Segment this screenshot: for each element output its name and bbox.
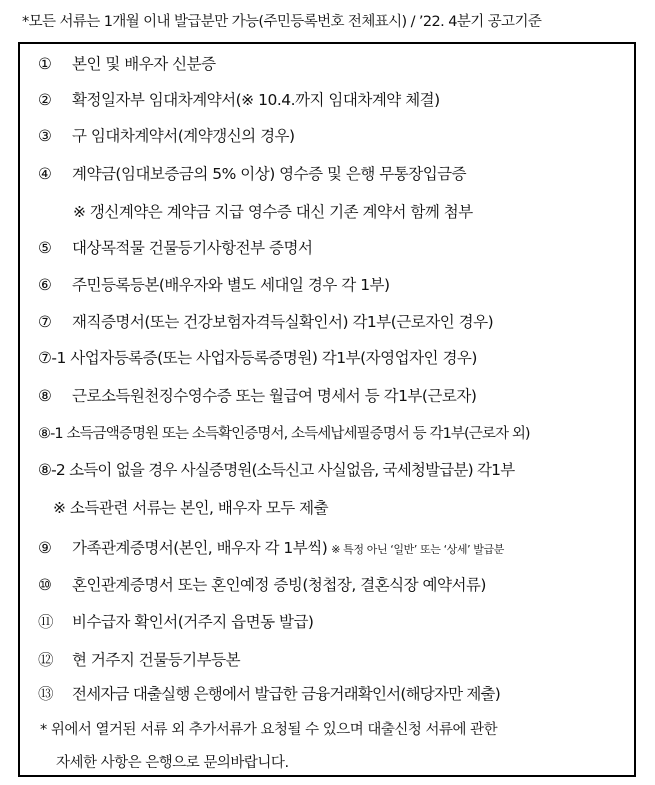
item-text: 확정일자부 임대차계약서(※ 10.4.까지 임대차계약 체결) — [72, 91, 440, 109]
item-text: 주민등록등본(배우자와 별도 세대일 경우 각 1부) — [72, 276, 390, 294]
item-text: 전세자금 대출실행 은행에서 발급한 금융거래확인서(해당자만 제출) — [72, 685, 500, 703]
item-number: ⑨ — [38, 539, 52, 557]
item-number: ② — [38, 91, 52, 109]
item-number: ⑦ — [38, 313, 52, 331]
item-text: 재직증명서(또는 건강보험자격득실확인서) 각1부(근로자인 경우) — [72, 313, 494, 331]
item-note: ※ 특정 아닌 ‘일반’ 또는 ‘상세’ 발급분 — [331, 543, 504, 556]
item-text: 대상목적물 건물등기사항전부 증명서 — [72, 239, 313, 257]
item-text: ⑧-2 소득이 없을 경우 사실증명원(소득신고 사실없음, 국세청발급분) 각1부 — [38, 461, 515, 479]
item-text: ⑦-1 사업자등록증(또는 사업자등록증명원) 각1부(자영업자인 경우) — [38, 349, 477, 367]
item-number: ⑩ — [38, 576, 52, 594]
item-text: 계약금(임대보증금의 5% 이상) 영수증 및 은행 무통장입금증 — [72, 165, 467, 183]
item-number: ⑬ — [38, 685, 53, 703]
item-text: 현 거주지 건물등기부등본 — [72, 651, 241, 669]
item-number: ① — [38, 55, 52, 73]
item-text: ⑧-1 소득금액증명원 또는 소득확인증명서, 소득세납세필증명서 등 각1부(근로자 외) — [38, 426, 530, 442]
footer-line: * 위에서 열거된 서류 외 추가서류가 요청될 수 있으며 대출신청 서류에 관한 — [40, 722, 498, 738]
item-number: ⑧ — [38, 387, 52, 405]
document-list-box — [18, 42, 636, 777]
note-text: ※ 소득관련 서류는 본인, 배우자 모두 제출 — [53, 499, 329, 517]
item-text: 구 임대차계약서(계약갱신의 경우) — [72, 127, 295, 145]
notice-header: *모든 서류는 1개월 이내 발급분만 가능(주민등록번호 전체표시) / ’22. 4분기 공고기준 — [22, 14, 542, 30]
item-number: ⑪ — [38, 613, 54, 631]
item-number: ④ — [38, 165, 52, 183]
item-text: 가족관계증명서(본인, 배우자 각 1부씩) — [72, 539, 328, 557]
footer-line: 자세한 사항은 은행으로 문의바랍니다. — [56, 755, 289, 771]
item-number: ⑥ — [38, 276, 52, 294]
note-text: ※ 갱신계약은 계약금 지급 영수증 대신 기존 계약서 함께 첨부 — [73, 203, 473, 221]
item-number: ③ — [38, 127, 52, 145]
item-text: 본인 및 배우자 신분증 — [72, 55, 216, 73]
item-text: 혼인관계증명서 또는 혼인예정 증빙(청첩장, 결혼식장 예약서류) — [72, 576, 486, 594]
item-text: 근로소득원천징수영수증 또는 월급여 명세서 등 각1부(근로자) — [72, 387, 477, 405]
item-text: 비수급자 확인서(거주지 읍면동 발급) — [72, 613, 314, 631]
item-number: ⑤ — [38, 239, 52, 257]
item-number: ⑫ — [38, 651, 54, 669]
